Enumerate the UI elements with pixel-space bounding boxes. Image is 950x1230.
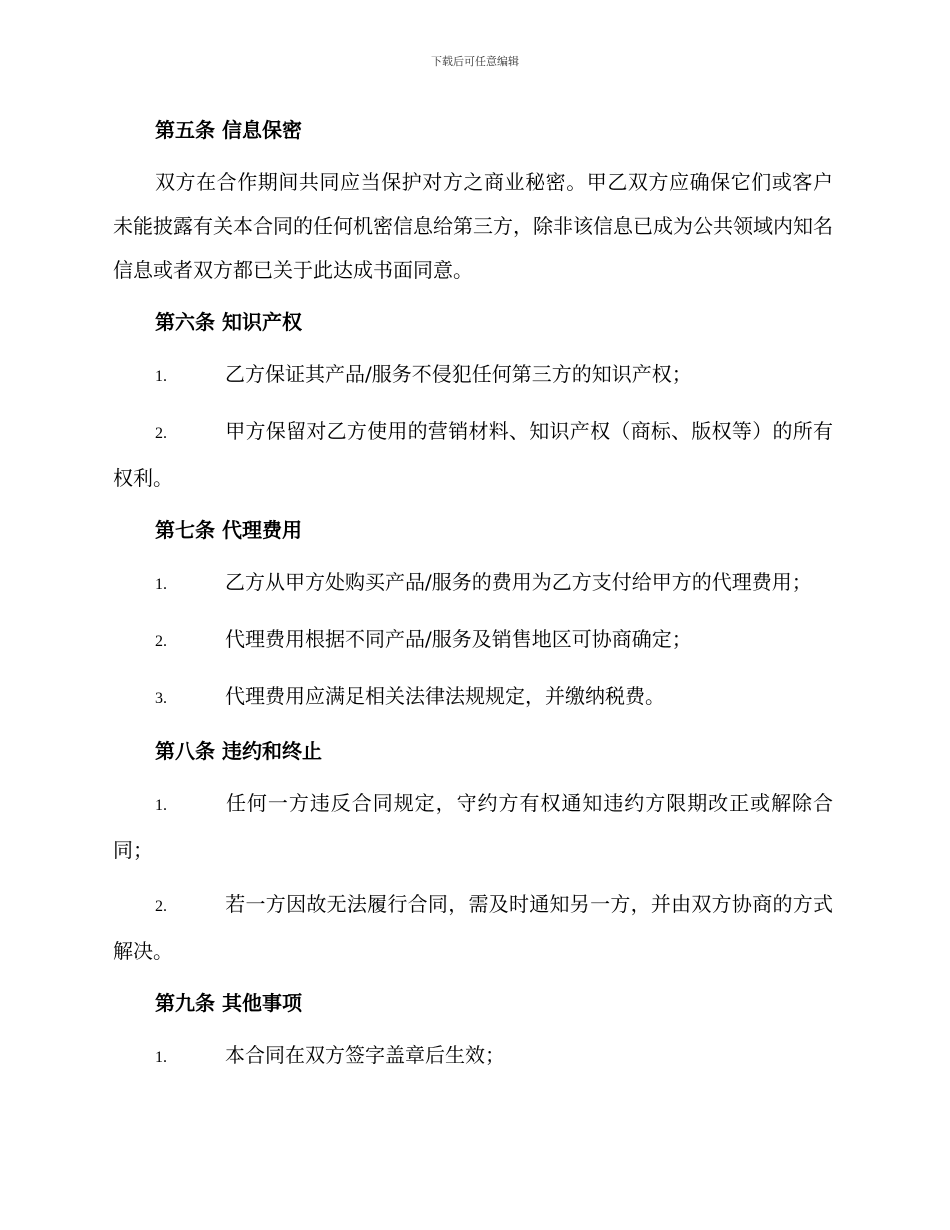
list-item: [113, 617, 833, 664]
document-body: [113, 110, 833, 1090]
header-note: 下载后可任意编辑: [431, 55, 519, 68]
list-item: [113, 781, 833, 872]
list-item-number: 2.: [155, 898, 167, 915]
section-heading-8: 第八条 违约和终止: [155, 739, 322, 763]
list-item: [113, 882, 833, 973]
list-item: [113, 1033, 833, 1080]
list-item-text: 乙方从甲方处购买产品/服务的费用为乙方支付给甲方的代理费用；: [225, 570, 812, 594]
list-item-text: 甲方保留对乙方使用的营销材料、知识产权（商标、版权等）的所有权利。: [113, 419, 833, 490]
list-item-text: 代理费用应满足相关法律法规规定，并缴纳税费。: [225, 684, 665, 708]
list-item-number: 2.: [155, 633, 167, 650]
list-item-text: 任何一方违反合同规定，守约方有权通知违约方限期改正或解除合同；: [113, 791, 833, 862]
list-item: [113, 352, 833, 399]
list-item-text: 若一方因故无法履行合同，需及时通知另一方，并由双方协商的方式解决。: [113, 892, 833, 963]
list-item-number: 1.: [155, 576, 167, 593]
list-item-number: 1.: [155, 797, 167, 814]
section-heading-6: 第六条 知识产权: [155, 310, 302, 334]
list-item-number: 3.: [155, 690, 167, 707]
section-heading-5: 第五条 信息保密: [155, 118, 302, 142]
list-item: [113, 409, 833, 500]
section-5-paragraph: 双方在合作期间共同应当保护对方之商业秘密。甲乙双方应确保它们或客户未能披露有关本合同的任何机密信息给第三方，除非该信息已成为公共领域内知名信息或者双方都已关于此达成书面同意。: [113, 170, 833, 282]
list-item-text: 本合同在双方签字盖章后生效；: [225, 1043, 505, 1067]
list-item-number: 1.: [155, 1049, 167, 1066]
list-item: [113, 560, 833, 607]
section-heading-9: 第九条 其他事项: [155, 991, 302, 1015]
list-item-text: 代理费用根据不同产品/服务及销售地区可协商确定；: [225, 627, 692, 651]
list-item-text: 乙方保证其产品/服务不侵犯任何第三方的知识产权；: [225, 362, 692, 386]
section-heading-7: 第七条 代理费用: [155, 518, 302, 542]
list-item: [113, 674, 833, 721]
list-item-number: 1.: [155, 368, 167, 385]
list-item-number: 2.: [155, 425, 167, 442]
